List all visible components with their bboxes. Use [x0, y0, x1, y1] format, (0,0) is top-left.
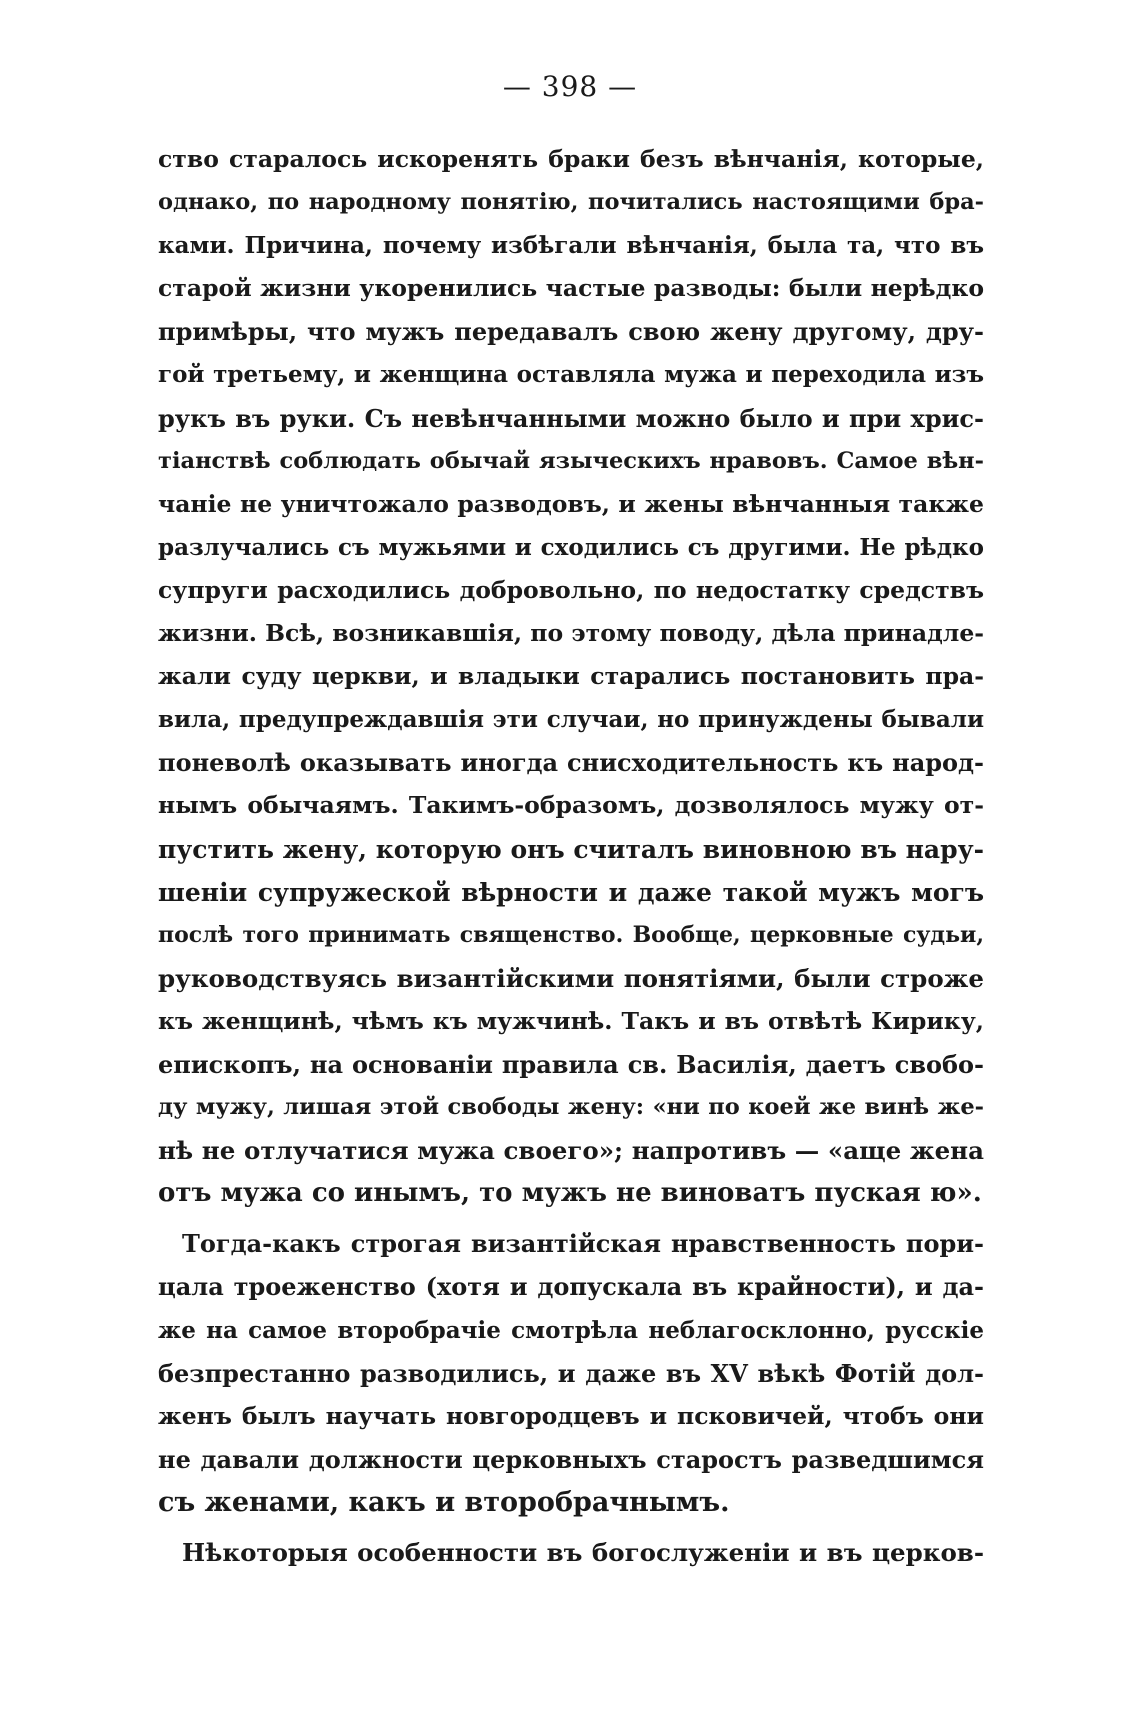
- text-line: чаніе не уничтожало разводовъ, и жены вѣнчанныя также: [158, 489, 984, 518]
- text-line: руководствуясь византійскими понятіями, были строже: [158, 963, 984, 993]
- text-line: цала троеженство (хотя и допускала въ крайности), и да-: [158, 1272, 984, 1302]
- text-line: Тогда-какъ строгая византійская нравственность пори-: [182, 1229, 984, 1259]
- text-line: Нѣкоторыя особенности въ богослуженіи и въ церков-: [182, 1538, 984, 1567]
- body-text: [158, 138, 984, 1574]
- text-line: жали суду церкви, и владыки старались постановить пра-: [158, 662, 984, 691]
- text-line: пустить жену, которую онъ считалъ виновною въ нару-: [158, 834, 984, 864]
- text-line: разлучались съ мужьями и сходились съ другими. Не рѣдко: [158, 533, 984, 561]
- text-line: ду мужу, лишая этой свободы жену: «ни по коей же винѣ же-: [158, 1094, 984, 1121]
- text-line: съ женами, какъ и второбрачнымъ.: [158, 1486, 730, 1518]
- text-line: поневолѣ оказывать иногда снисходительность къ народ-: [158, 748, 984, 778]
- text-line: послѣ того принимать священство. Вообще, церковные судьи,: [158, 921, 984, 948]
- text-line: шеніи супружеской вѣрности и даже такой мужъ могъ: [158, 877, 984, 907]
- text-line: гой третьему, и женщина оставляла мужа и переходила изъ: [158, 361, 984, 389]
- text-line: безпрестанно разводились, и даже въ XV вѣкѣ Фотій дол-: [158, 1358, 984, 1388]
- text-line: нымъ обычаямъ. Такимъ-образомъ, дозволялось мужу от-: [158, 791, 984, 820]
- text-line: нѣ не отлучатися мужа своего»; напротивъ — «аще жена: [158, 1136, 984, 1166]
- text-line: же на самое второбрачіе смотрѣла неблагосклонно, русскіе: [158, 1316, 984, 1344]
- text-line: епископъ, на основаніи правила св. Василія, даетъ свобо-: [158, 1049, 984, 1079]
- text-line: старой жизни укоренились частые разводы: были нерѣдко: [158, 274, 984, 303]
- text-line: женъ былъ научать новгородцевъ и псковичей, чтобъ они: [158, 1401, 984, 1430]
- text-line: вила, предупреждавшія эти случаи, но принуждены бывали: [158, 706, 984, 734]
- text-line: ками. Причина, почему избѣгали вѣнчанія, была та, что въ: [158, 232, 984, 260]
- text-line: однако, по народному понятію, почитались настоящими бра-: [158, 189, 984, 216]
- text-line: отъ мужа со инымъ, то мужъ не виноватъ пуская ю».: [158, 1178, 982, 1209]
- text-line: къ женщинѣ, чѣмъ къ мужчинѣ. Такъ и въ отвѣтѣ Кирику,: [158, 1006, 984, 1035]
- text-line: не давали должности церковныхъ старостъ разведшимся: [158, 1444, 984, 1474]
- text-line: жизни. Всѣ, возникавшія, по этому поводу, дѣла принадле-: [158, 619, 984, 648]
- text-line: рукъ въ руки. Съ невѣнчанными можно было и при хрис-: [158, 403, 984, 433]
- text-line: тіанствѣ соблюдать обычай языческихъ нравовъ. Самое вѣн-: [158, 447, 984, 474]
- text-line: супруги расходились добровольно, по недостатку средствъ: [158, 575, 984, 604]
- text-line: ство старалось искоренять браки безъ вѣнчанія, которые,: [158, 145, 984, 173]
- text-line: примѣры, что мужъ передавалъ свою жену другому, дру-: [158, 317, 984, 347]
- page-number: — 398 —: [502, 70, 638, 103]
